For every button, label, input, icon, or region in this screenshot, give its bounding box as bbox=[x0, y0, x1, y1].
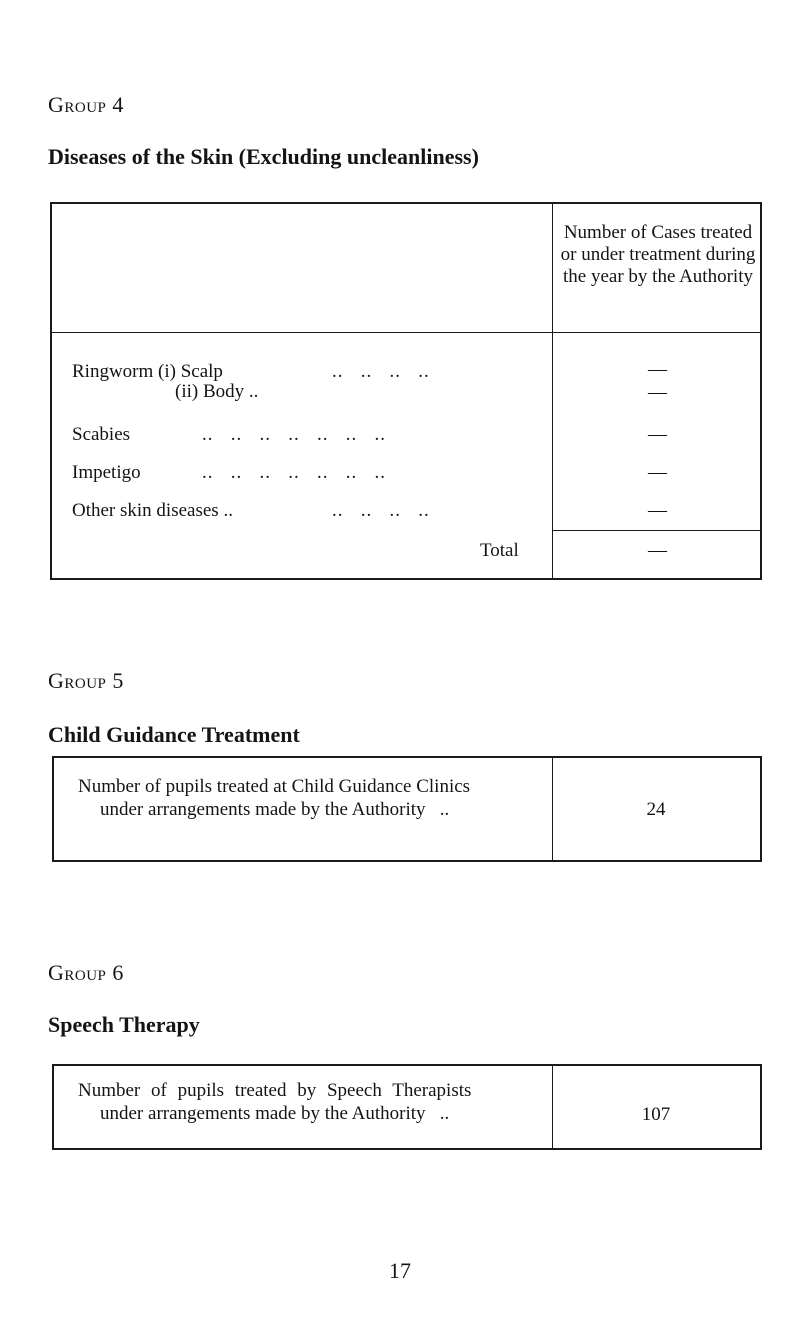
skin-diseases-table bbox=[50, 202, 762, 580]
group-4-heading: Group 4 bbox=[48, 92, 124, 117]
total-divider bbox=[552, 530, 760, 531]
row-value-other-skin-diseases: — bbox=[648, 500, 667, 521]
row-value-ringworm-scalp: — bbox=[648, 359, 667, 380]
column-divider bbox=[552, 204, 553, 578]
row-value-ringworm-body: — bbox=[648, 382, 667, 403]
child-guidance-table bbox=[52, 756, 762, 862]
group-4-title: Diseases of the Skin (Excluding uncleanliness) bbox=[48, 144, 479, 169]
row-label-ringworm-body: (ii) Body .. bbox=[175, 381, 259, 402]
speech-therapy-text-line1: Number of pupils treated by Speech Therapists bbox=[78, 1080, 472, 1101]
speech-therapy-text-line2: under arrangements made by the Authority .. bbox=[100, 1103, 450, 1124]
leader-dots: .. .. .. .. .. .. .. bbox=[202, 424, 386, 445]
leader-dots: .. .. .. .. bbox=[332, 361, 430, 382]
row-value-scabies: — bbox=[648, 424, 667, 445]
group-6-heading: Group 6 bbox=[48, 960, 124, 985]
child-guidance-text-line1: Number of pupils treated at Child Guidance Clinics bbox=[78, 776, 471, 797]
row-label-impetigo: Impetigo bbox=[72, 462, 141, 483]
speech-therapy-value: 107 bbox=[641, 1104, 671, 1125]
group-5-heading: Group 5 bbox=[48, 668, 124, 693]
group-6-title: Speech Therapy bbox=[48, 1012, 200, 1037]
header-divider bbox=[52, 332, 760, 333]
speech-therapy-table bbox=[52, 1064, 762, 1150]
leader-dots: .. .. .. .. bbox=[332, 500, 430, 521]
row-label-ringworm-scalp: Ringworm (i) Scalp bbox=[72, 361, 223, 382]
row-label-scabies: Scabies bbox=[72, 424, 131, 445]
total-value: — bbox=[648, 540, 667, 561]
row-label-other-skin-diseases: Other skin diseases .. bbox=[72, 500, 233, 521]
group-5-title: Child Guidance Treatment bbox=[48, 722, 300, 747]
child-guidance-text-line2: under arrangements made by the Authority .. bbox=[100, 799, 450, 820]
total-label: Total bbox=[480, 540, 519, 561]
cases-column-header: Number of Cases treated or under treatment during the year by the Authority bbox=[560, 222, 756, 287]
row-value-impetigo: — bbox=[648, 462, 667, 483]
page-number: 17 bbox=[389, 1258, 411, 1283]
child-guidance-value: 24 bbox=[646, 799, 666, 820]
leader-dots: .. .. .. .. .. .. .. bbox=[202, 462, 386, 483]
